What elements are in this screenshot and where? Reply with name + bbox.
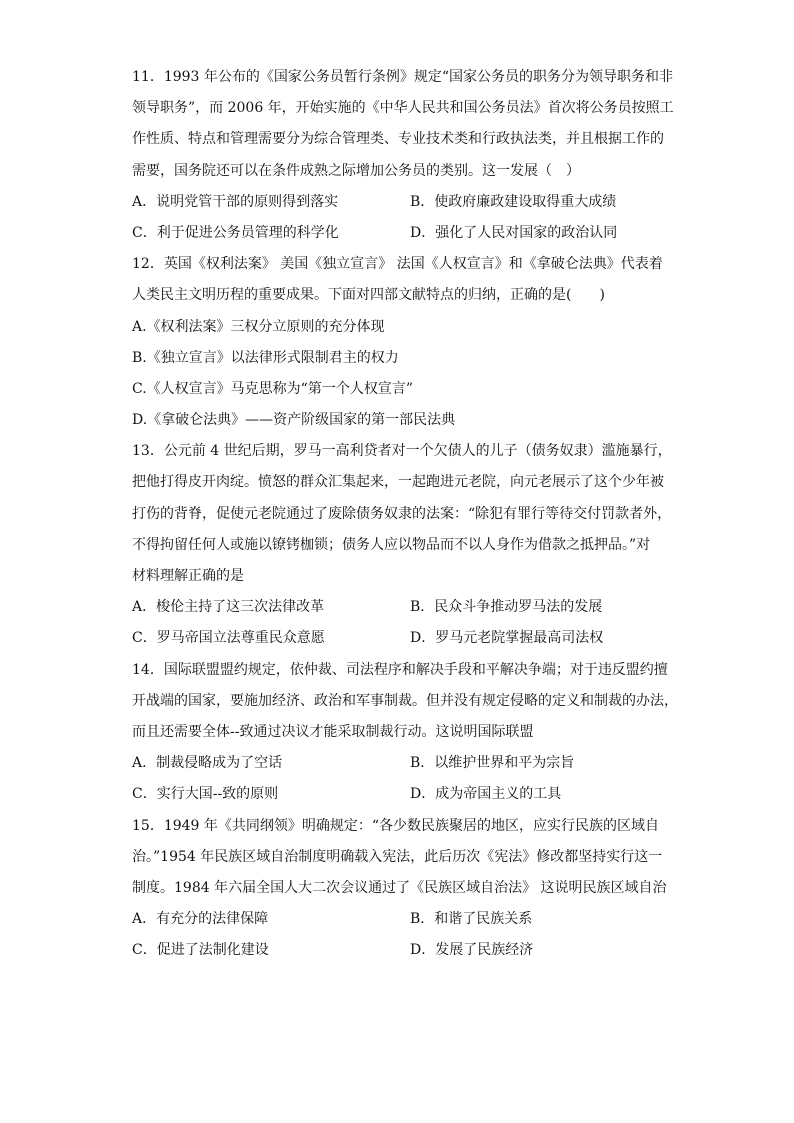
question-11-stem-line-1: 11．1993 年公布的《国家公务员暂行条例》规定“国家公务员的职务分为领导职务和非 bbox=[132, 69, 674, 85]
question-11-stem-line-4: 需要，国务院还可以在条件成熟之际增加公务员的类别。这一发展（ ） bbox=[132, 162, 580, 179]
question-15-options-row-1 bbox=[132, 904, 672, 935]
question-12-option-c: C.《人权宣言》马克思称为“第一个人权宣言” bbox=[132, 380, 413, 397]
question-15 bbox=[132, 811, 672, 967]
question-13-stem-line-5: 材料理解正确的是 bbox=[132, 568, 244, 584]
question-15-stem-line-1: 15．1949 年《共同纲领》明确规定：“各少数民族聚居的地区，应实行民族的区域自 bbox=[132, 817, 660, 834]
question-12-option-d: D.《拿破仑法典》——资产阶级国家的第一部民法典 bbox=[132, 412, 456, 429]
question-13-stem-line-4: 不得拘留任何人或施以镣铐枷锁；债务人应以物品而不以人身作为借款之抵押品。”对 bbox=[132, 536, 651, 553]
question-11-option-d: D．强化了人民对国家的政治认同 bbox=[410, 224, 618, 241]
question-12-option-a: A.《权利法案》三权分立原则的充分体现 bbox=[132, 318, 385, 335]
question-15-option-d: D．发展了民族经济 bbox=[410, 942, 534, 959]
question-14 bbox=[132, 655, 678, 811]
question-14-option-d: D．成为帝国主义的工具 bbox=[410, 786, 562, 803]
question-15-option-c: C．促进了法制化建设 bbox=[132, 942, 269, 959]
question-14-stem-line-3: 而且还需要全体--致通过决议才能采取制裁行动。这说明国际联盟 bbox=[132, 723, 534, 740]
question-11-option-c: C．利于促进公务员管理的科学化 bbox=[132, 224, 339, 241]
question-11-option-b: B．使政府廉政建设取得重大成绩 bbox=[410, 193, 617, 210]
question-15-stem-line-3: 制度。1984 年六届全国人大二次会议通过了《民族区域自治法》 这说明民族区域自治 bbox=[132, 879, 667, 896]
question-11-options-row-1 bbox=[132, 187, 672, 218]
question-13-option-c: C．罗马帝国立法尊重民众意愿 bbox=[132, 630, 325, 647]
question-15-stem-line-2: 治。”1954 年民族区域自治制度明确载入宪法，此后历次《宪法》修改都坚持实行这一 bbox=[132, 848, 663, 865]
question-14-options-row-1 bbox=[132, 748, 672, 779]
question-15-option-a: A．有充分的法律保障 bbox=[132, 911, 269, 928]
question-12 bbox=[132, 249, 672, 436]
question-13-options-row-2 bbox=[132, 623, 672, 654]
question-13-option-b: B．民众斗争推动罗马法的发展 bbox=[410, 599, 603, 616]
question-12-option-b: B.《独立宣言》以法律形式限制君主的权力 bbox=[132, 349, 399, 366]
question-13 bbox=[132, 436, 672, 654]
question-14-option-a: A．制裁侵略成为了空话 bbox=[132, 755, 283, 772]
question-11-stem-line-2: 领导职务”，而 2006 年，开始实施的《中华人民共和国公务员法》首次将公务员按照工 bbox=[132, 100, 674, 117]
question-15-option-b: B．和谐了民族关系 bbox=[410, 911, 533, 928]
question-12-stem-line-1: 12．英国《权利法案》 美国《独立宣言》 法国《人权宣言》和《拿破仑法典》代表着 bbox=[132, 256, 663, 273]
question-14-option-b: B．以维护世界和平为宗旨 bbox=[410, 755, 575, 772]
question-11-option-a: A．说明党管干部的原则得到落实 bbox=[132, 193, 339, 210]
question-11 bbox=[132, 62, 672, 249]
question-12-stem-line-2: 人类民主文明历程的重要成果。下面对四部文献特点的归纳，正确的是( ) bbox=[132, 287, 605, 304]
question-13-option-a: A．梭伦主持了这三次法律改革 bbox=[132, 599, 325, 616]
question-13-stem-line-1: 13．公元前 4 世纪后期，罗马一高利贷者对一个欠债人的儿子（债务奴隶）滥施暴行， bbox=[132, 443, 672, 460]
question-11-stem-line-3: 作性质、特点和管理需要分为综合管理类、专业技术类和行政执法类，并且根据工作的 bbox=[132, 131, 664, 148]
question-14-option-c: C．实行大国--致的原则 bbox=[132, 786, 279, 803]
question-13-option-d: D．罗马元老院掌握最高司法权 bbox=[410, 630, 604, 647]
question-14-stem-line-1: 14．国际联盟盟约规定，依仲裁、司法程序和解决手段和平解决争端；对于违反盟约擅 bbox=[132, 661, 668, 678]
question-15-options-row-2 bbox=[132, 935, 672, 966]
question-13-stem-line-2: 把他打得皮开肉绽。愤怒的群众汇集起来，一起跑进元老院，向元老展示了这个少年被 bbox=[132, 474, 664, 491]
question-list bbox=[132, 62, 678, 966]
question-11-options-row-2 bbox=[132, 218, 672, 249]
question-14-stem-line-2: 开战端的国家，要施加经济、政治和军事制裁。但并没有规定侵略的定义和制裁的办法， bbox=[132, 692, 678, 709]
question-14-options-row-2 bbox=[132, 779, 672, 810]
question-13-stem-line-3: 打伤的背脊，促使元老院通过了废除债务奴隶的法案：“除犯有罪行等待交付罚款者外， bbox=[132, 505, 672, 522]
question-13-options-row-1 bbox=[132, 592, 672, 623]
